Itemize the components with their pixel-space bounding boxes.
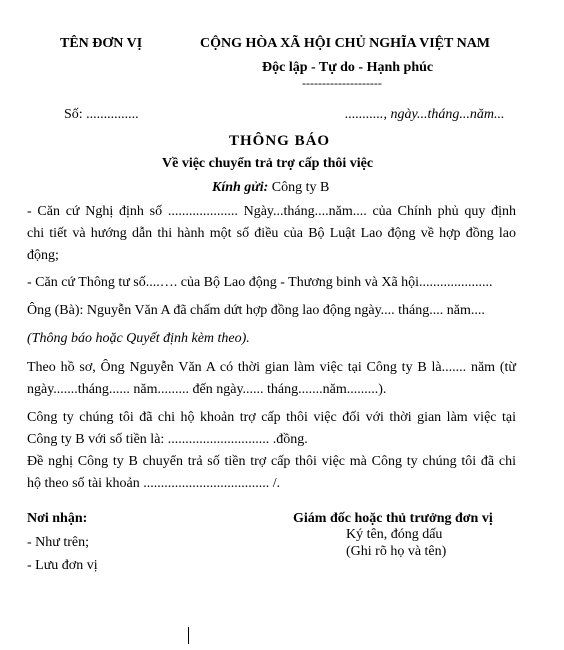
body-line: động; bbox=[27, 248, 59, 263]
greeting-recipient: Công ty B bbox=[268, 180, 330, 195]
document-subject: Về việc chuyển trả trợ cấp thôi việc bbox=[162, 156, 374, 171]
unit-name: TÊN ĐƠN VỊ bbox=[60, 36, 143, 51]
body-line: Ông (Bà): Nguyễn Văn A đã chấm dứt hợp đồng lao động ngày.... tháng.... năm.... bbox=[27, 303, 485, 318]
document-title: THÔNG BÁO bbox=[229, 133, 331, 149]
body-line: hộ theo số tài khoản .................................... /. bbox=[27, 476, 281, 491]
recipient-item: - Như trên; bbox=[27, 535, 90, 550]
body-line: - Căn cứ Thông tư số....…. của Bộ Lao động - Thương binh và Xã hội..................... bbox=[27, 275, 493, 290]
nation-name: CỘNG HÒA XÃ HỘI CHỦ NGHĨA VIỆT NAM bbox=[200, 36, 491, 51]
body-line: - Căn cứ Nghị định số .................... Ngày...tháng....năm.... của Chính phủ quy định bbox=[27, 204, 516, 219]
body-line: Công ty chúng tôi đã chi hộ khoản trợ cấp thôi việc đối với thời gian làm việc tại bbox=[27, 410, 516, 425]
body-line: Công ty B với số tiền là: ............................. .đồng. bbox=[27, 432, 308, 447]
document-number: Số: ............... bbox=[64, 107, 139, 122]
place-date: ..........., ngày...tháng...năm... bbox=[345, 107, 505, 122]
text-cursor bbox=[188, 627, 189, 644]
signer-title: Giám đốc hoặc thủ trưởng đơn vị bbox=[293, 511, 493, 526]
greeting-label: Kính gửi: bbox=[212, 180, 269, 195]
greeting bbox=[212, 180, 329, 196]
body-line: Theo hồ sơ, Ông Nguyễn Văn A có thời gian làm việc tại Công ty B là....... năm (từ bbox=[27, 360, 516, 375]
body-line: chi tiết và hướng dẫn thi hành một số điều của Bộ Luật Lao động về hợp đồng lao bbox=[27, 226, 516, 241]
body-line: ngày.......tháng...... năm......... đến ngày...... tháng.......năm.........). bbox=[27, 382, 387, 397]
recipient-item: - Lưu đơn vị bbox=[27, 558, 98, 573]
name-note: (Ghi rõ họ và tên) bbox=[346, 544, 447, 559]
national-motto: Độc lập - Tự do - Hạnh phúc bbox=[262, 60, 434, 75]
body-line: Đề nghị Công ty B chuyển trả số tiền trợ cấp thôi việc mà Công ty chúng tôi đã chi bbox=[27, 454, 516, 469]
body-line-note: (Thông báo hoặc Quyết định kèm theo). bbox=[27, 331, 250, 346]
motto-underline: -------------------- bbox=[302, 76, 382, 90]
sign-note: Ký tên, đóng dấu bbox=[346, 527, 443, 542]
recipients-label: Nơi nhận: bbox=[27, 511, 88, 526]
